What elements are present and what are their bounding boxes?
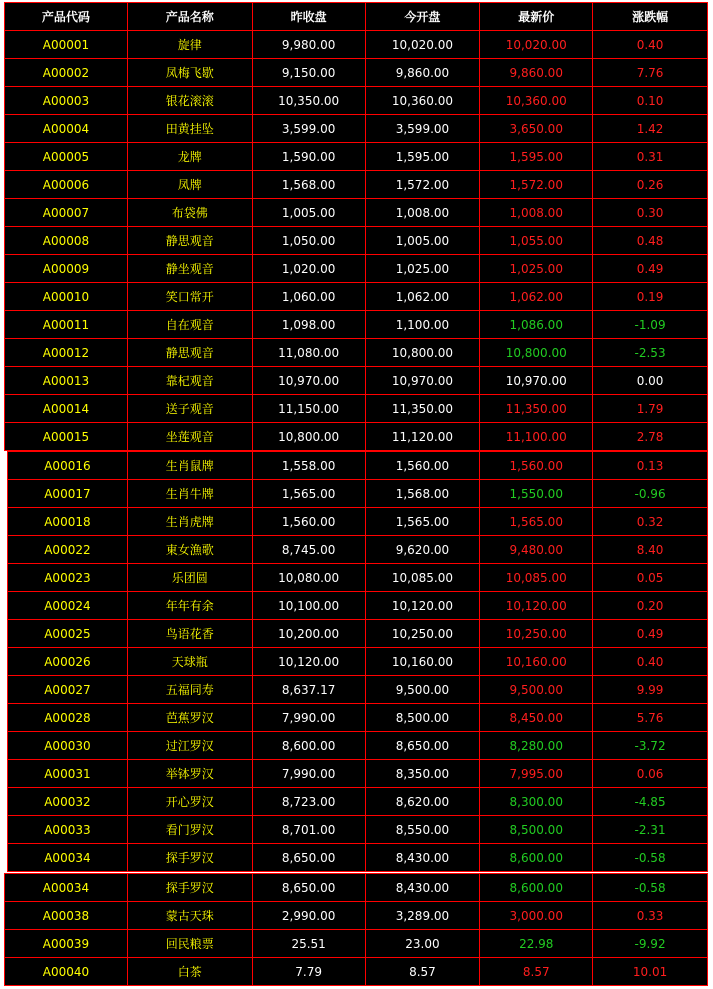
cell-prev-close: 2,990.00 xyxy=(252,902,365,930)
cell-open: 10,250.00 xyxy=(365,620,480,648)
cell-latest: 1,025.00 xyxy=(480,255,593,283)
cell-change: 1.79 xyxy=(593,395,708,423)
table-row xyxy=(5,311,708,339)
cell-change: 0.32 xyxy=(593,508,708,536)
cell-code: A00034 xyxy=(8,844,128,872)
cell-code: A00007 xyxy=(5,199,128,227)
cell-latest: 10,020.00 xyxy=(480,31,593,59)
cell-change: 0.05 xyxy=(593,564,708,592)
table-row xyxy=(5,958,708,986)
cell-latest: 8,500.00 xyxy=(480,816,593,844)
cell-name: 静思观音 xyxy=(127,339,252,367)
cell-change: 9.99 xyxy=(593,676,708,704)
table-row xyxy=(5,115,708,143)
quote-table xyxy=(7,451,708,872)
quote-table-section-1 xyxy=(4,2,708,451)
cell-open: 8,550.00 xyxy=(365,816,480,844)
cell-prev-close: 8,650.00 xyxy=(252,844,365,872)
cell-change: -3.72 xyxy=(593,732,708,760)
cell-change: 0.49 xyxy=(593,255,708,283)
cell-latest: 8.57 xyxy=(480,958,593,986)
cell-name: 银花滚滚 xyxy=(127,87,252,115)
quote-table-section-2 xyxy=(7,451,708,872)
cell-code: A00030 xyxy=(8,732,128,760)
table-row xyxy=(8,508,708,536)
cell-change: -9.92 xyxy=(593,930,708,958)
cell-latest: 1,008.00 xyxy=(480,199,593,227)
cell-open: 10,120.00 xyxy=(365,592,480,620)
cell-latest: 8,600.00 xyxy=(480,874,593,902)
cell-prev-close: 1,558.00 xyxy=(252,452,365,480)
cell-latest: 1,560.00 xyxy=(480,452,593,480)
cell-latest: 1,565.00 xyxy=(480,508,593,536)
cell-name: 生肖鼠牌 xyxy=(127,452,252,480)
table-row xyxy=(8,648,708,676)
cell-code: A00004 xyxy=(5,115,128,143)
cell-change: 1.42 xyxy=(593,115,708,143)
cell-name: 看门罗汉 xyxy=(127,816,252,844)
cell-prev-close: 8,723.00 xyxy=(252,788,365,816)
cell-name: 田黄挂坠 xyxy=(127,115,252,143)
cell-code: A00015 xyxy=(5,423,128,451)
cell-prev-close: 1,060.00 xyxy=(252,283,365,311)
cell-name: 送子观音 xyxy=(127,395,252,423)
cell-open: 10,360.00 xyxy=(365,87,480,115)
cell-code: A00009 xyxy=(5,255,128,283)
cell-name: 坐莲观音 xyxy=(127,423,252,451)
table-row xyxy=(8,704,708,732)
table-row xyxy=(5,255,708,283)
cell-prev-close: 10,200.00 xyxy=(252,620,365,648)
table-row xyxy=(8,788,708,816)
cell-open: 1,008.00 xyxy=(365,199,480,227)
cell-open: 8,350.00 xyxy=(365,760,480,788)
table-row xyxy=(8,452,708,480)
cell-latest: 10,085.00 xyxy=(480,564,593,592)
cell-prev-close: 8,701.00 xyxy=(252,816,365,844)
cell-name: 芭蕉罗汉 xyxy=(127,704,252,732)
cell-open: 1,100.00 xyxy=(365,311,480,339)
cell-prev-close: 8,600.00 xyxy=(252,732,365,760)
cell-name: 探手罗汉 xyxy=(127,874,252,902)
cell-latest: 8,600.00 xyxy=(480,844,593,872)
table-row xyxy=(5,143,708,171)
cell-prev-close: 25.51 xyxy=(252,930,365,958)
cell-open: 1,572.00 xyxy=(365,171,480,199)
table-row xyxy=(5,367,708,395)
cell-change: 10.01 xyxy=(593,958,708,986)
cell-change: 0.13 xyxy=(593,452,708,480)
table-row xyxy=(5,199,708,227)
table-row xyxy=(5,227,708,255)
cell-prev-close: 10,120.00 xyxy=(252,648,365,676)
cell-code: A00039 xyxy=(5,930,128,958)
cell-prev-close: 3,599.00 xyxy=(252,115,365,143)
table-row xyxy=(8,620,708,648)
cell-name: 乐团圆 xyxy=(127,564,252,592)
cell-code: A00027 xyxy=(8,676,128,704)
cell-code: A00028 xyxy=(8,704,128,732)
cell-prev-close: 1,050.00 xyxy=(252,227,365,255)
cell-code: A00008 xyxy=(5,227,128,255)
cell-name: 自在观音 xyxy=(127,311,252,339)
cell-code: A00003 xyxy=(5,87,128,115)
cell-code: A00034 xyxy=(5,874,128,902)
table-row xyxy=(8,592,708,620)
cell-latest: 9,860.00 xyxy=(480,59,593,87)
cell-prev-close: 7.79 xyxy=(252,958,365,986)
cell-latest: 1,572.00 xyxy=(480,171,593,199)
cell-change: 0.33 xyxy=(593,902,708,930)
cell-prev-close: 1,020.00 xyxy=(252,255,365,283)
table-row xyxy=(8,732,708,760)
header-name: 产品名称 xyxy=(127,3,252,31)
cell-name: 天球瓶 xyxy=(127,648,252,676)
cell-code: A00014 xyxy=(5,395,128,423)
cell-code: A00038 xyxy=(5,902,128,930)
cell-name: 旋律 xyxy=(127,31,252,59)
cell-name: 凤牌 xyxy=(127,171,252,199)
cell-change: -2.53 xyxy=(593,339,708,367)
cell-code: A00026 xyxy=(8,648,128,676)
header-latest: 最新价 xyxy=(480,3,593,31)
cell-prev-close: 9,150.00 xyxy=(252,59,365,87)
cell-name: 白茶 xyxy=(127,958,252,986)
cell-latest: 1,550.00 xyxy=(480,480,593,508)
cell-name: 蒙古天珠 xyxy=(127,902,252,930)
cell-open: 1,560.00 xyxy=(365,452,480,480)
table-row xyxy=(5,902,708,930)
cell-open: 8,620.00 xyxy=(365,788,480,816)
cell-prev-close: 10,080.00 xyxy=(252,564,365,592)
cell-name: 靠杞观音 xyxy=(127,367,252,395)
cell-change: 0.31 xyxy=(593,143,708,171)
cell-name: 布袋佛 xyxy=(127,199,252,227)
cell-latest: 1,595.00 xyxy=(480,143,593,171)
cell-open: 1,595.00 xyxy=(365,143,480,171)
cell-open: 10,085.00 xyxy=(365,564,480,592)
cell-latest: 3,000.00 xyxy=(480,902,593,930)
cell-code: A00031 xyxy=(8,760,128,788)
quote-table xyxy=(4,873,708,986)
cell-prev-close: 8,650.00 xyxy=(252,874,365,902)
cell-change: 0.40 xyxy=(593,648,708,676)
cell-change: 0.10 xyxy=(593,87,708,115)
cell-latest: 10,120.00 xyxy=(480,592,593,620)
cell-prev-close: 9,980.00 xyxy=(252,31,365,59)
cell-code: A00017 xyxy=(8,480,128,508)
cell-latest: 1,086.00 xyxy=(480,311,593,339)
header-prev-close: 昨收盘 xyxy=(252,3,365,31)
cell-latest: 1,062.00 xyxy=(480,283,593,311)
cell-open: 1,565.00 xyxy=(365,508,480,536)
table-row xyxy=(8,536,708,564)
cell-latest: 7,995.00 xyxy=(480,760,593,788)
cell-open: 9,500.00 xyxy=(365,676,480,704)
cell-latest: 10,360.00 xyxy=(480,87,593,115)
cell-name: 鸟语花香 xyxy=(127,620,252,648)
cell-code: A00005 xyxy=(5,143,128,171)
table-row xyxy=(5,930,708,958)
cell-code: A00002 xyxy=(5,59,128,87)
cell-code: A00011 xyxy=(5,311,128,339)
cell-prev-close: 1,565.00 xyxy=(252,480,365,508)
cell-prev-close: 1,590.00 xyxy=(252,143,365,171)
cell-change: 7.76 xyxy=(593,59,708,87)
cell-code: A00024 xyxy=(8,592,128,620)
cell-code: A00016 xyxy=(8,452,128,480)
cell-latest: 8,300.00 xyxy=(480,788,593,816)
cell-change: 0.06 xyxy=(593,760,708,788)
cell-change: 0.00 xyxy=(593,367,708,395)
table-row xyxy=(5,59,708,87)
cell-latest: 8,280.00 xyxy=(480,732,593,760)
cell-latest: 9,480.00 xyxy=(480,536,593,564)
cell-open: 3,599.00 xyxy=(365,115,480,143)
cell-latest: 10,970.00 xyxy=(480,367,593,395)
quote-table xyxy=(4,2,708,451)
cell-open: 8.57 xyxy=(365,958,480,986)
table-row xyxy=(8,760,708,788)
cell-latest: 8,450.00 xyxy=(480,704,593,732)
cell-change: -0.58 xyxy=(593,874,708,902)
table-row xyxy=(8,816,708,844)
cell-prev-close: 7,990.00 xyxy=(252,760,365,788)
cell-latest: 9,500.00 xyxy=(480,676,593,704)
header-open: 今开盘 xyxy=(365,3,480,31)
cell-code: A00012 xyxy=(5,339,128,367)
cell-open: 10,970.00 xyxy=(365,367,480,395)
cell-prev-close: 11,150.00 xyxy=(252,395,365,423)
cell-open: 1,005.00 xyxy=(365,227,480,255)
cell-code: A00022 xyxy=(8,536,128,564)
cell-prev-close: 7,990.00 xyxy=(252,704,365,732)
cell-change: -0.58 xyxy=(593,844,708,872)
cell-name: 生肖虎牌 xyxy=(127,508,252,536)
cell-name: 年年有余 xyxy=(127,592,252,620)
table-row xyxy=(8,844,708,872)
cell-latest: 11,350.00 xyxy=(480,395,593,423)
header-code: 产品代码 xyxy=(5,3,128,31)
table-row xyxy=(5,395,708,423)
cell-latest: 10,160.00 xyxy=(480,648,593,676)
cell-open: 9,620.00 xyxy=(365,536,480,564)
cell-code: A00032 xyxy=(8,788,128,816)
cell-name: 龙牌 xyxy=(127,143,252,171)
table-row xyxy=(8,480,708,508)
cell-name: 凤梅飞歇 xyxy=(127,59,252,87)
cell-change: 0.48 xyxy=(593,227,708,255)
cell-change: -4.85 xyxy=(593,788,708,816)
table-row xyxy=(5,171,708,199)
cell-open: 10,160.00 xyxy=(365,648,480,676)
cell-prev-close: 10,350.00 xyxy=(252,87,365,115)
cell-prev-close: 1,560.00 xyxy=(252,508,365,536)
cell-code: A00040 xyxy=(5,958,128,986)
cell-change: 0.20 xyxy=(593,592,708,620)
table-row xyxy=(5,87,708,115)
table-row xyxy=(5,423,708,451)
cell-name: 静坐观音 xyxy=(127,255,252,283)
table-row xyxy=(8,564,708,592)
cell-code: A00033 xyxy=(8,816,128,844)
table-row xyxy=(5,283,708,311)
cell-change: 8.40 xyxy=(593,536,708,564)
cell-prev-close: 1,005.00 xyxy=(252,199,365,227)
cell-open: 8,430.00 xyxy=(365,874,480,902)
cell-open: 3,289.00 xyxy=(365,902,480,930)
quote-table-section-3 xyxy=(4,873,708,986)
cell-change: 0.19 xyxy=(593,283,708,311)
cell-change: 0.49 xyxy=(593,620,708,648)
cell-change: -0.96 xyxy=(593,480,708,508)
cell-name: 東女漁歌 xyxy=(127,536,252,564)
cell-latest: 10,250.00 xyxy=(480,620,593,648)
cell-prev-close: 11,080.00 xyxy=(252,339,365,367)
cell-change: 2.78 xyxy=(593,423,708,451)
cell-name: 开心罗汉 xyxy=(127,788,252,816)
cell-name: 生肖牛牌 xyxy=(127,480,252,508)
cell-code: A00010 xyxy=(5,283,128,311)
cell-open: 10,020.00 xyxy=(365,31,480,59)
cell-prev-close: 10,800.00 xyxy=(252,423,365,451)
cell-name: 过江罗汉 xyxy=(127,732,252,760)
cell-name: 笑口常开 xyxy=(127,283,252,311)
cell-name: 静思观音 xyxy=(127,227,252,255)
cell-name: 探手罗汉 xyxy=(127,844,252,872)
cell-code: A00013 xyxy=(5,367,128,395)
cell-prev-close: 8,637.17 xyxy=(252,676,365,704)
cell-code: A00006 xyxy=(5,171,128,199)
cell-open: 8,650.00 xyxy=(365,732,480,760)
cell-code: A00023 xyxy=(8,564,128,592)
cell-open: 11,350.00 xyxy=(365,395,480,423)
cell-prev-close: 8,745.00 xyxy=(252,536,365,564)
cell-latest: 22.98 xyxy=(480,930,593,958)
cell-prev-close: 10,100.00 xyxy=(252,592,365,620)
cell-latest: 1,055.00 xyxy=(480,227,593,255)
cell-code: A00025 xyxy=(8,620,128,648)
cell-prev-close: 1,568.00 xyxy=(252,171,365,199)
header-row xyxy=(5,3,708,31)
cell-name: 举钵罗汉 xyxy=(127,760,252,788)
cell-change: 0.30 xyxy=(593,199,708,227)
cell-open: 1,568.00 xyxy=(365,480,480,508)
cell-change: -1.09 xyxy=(593,311,708,339)
cell-open: 23.00 xyxy=(365,930,480,958)
cell-name: 回民粮票 xyxy=(127,930,252,958)
cell-change: 5.76 xyxy=(593,704,708,732)
table-row xyxy=(8,676,708,704)
cell-latest: 10,800.00 xyxy=(480,339,593,367)
cell-open: 10,800.00 xyxy=(365,339,480,367)
cell-open: 1,062.00 xyxy=(365,283,480,311)
cell-prev-close: 1,098.00 xyxy=(252,311,365,339)
table-row xyxy=(5,31,708,59)
table-row xyxy=(5,874,708,902)
cell-latest: 11,100.00 xyxy=(480,423,593,451)
cell-open: 8,430.00 xyxy=(365,844,480,872)
cell-open: 8,500.00 xyxy=(365,704,480,732)
cell-code: A00001 xyxy=(5,31,128,59)
cell-open: 9,860.00 xyxy=(365,59,480,87)
cell-open: 11,120.00 xyxy=(365,423,480,451)
cell-name: 五福同寿 xyxy=(127,676,252,704)
table-row xyxy=(5,339,708,367)
cell-change: 0.26 xyxy=(593,171,708,199)
cell-code: A00018 xyxy=(8,508,128,536)
header-change: 涨跌幅 xyxy=(593,3,708,31)
cell-open: 1,025.00 xyxy=(365,255,480,283)
cell-change: 0.40 xyxy=(593,31,708,59)
cell-latest: 3,650.00 xyxy=(480,115,593,143)
cell-prev-close: 10,970.00 xyxy=(252,367,365,395)
cell-change: -2.31 xyxy=(593,816,708,844)
